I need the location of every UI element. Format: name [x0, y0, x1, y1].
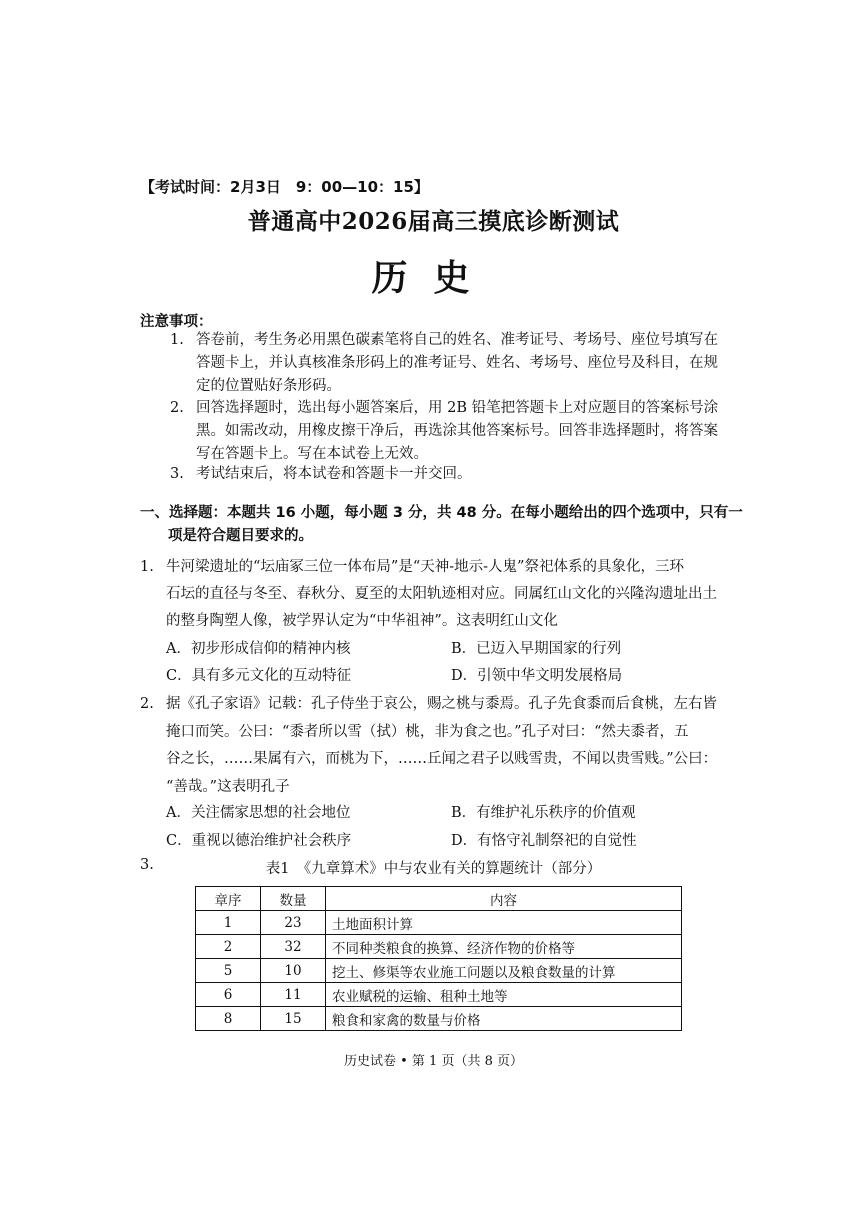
table-caption: 表1 《九章算术》中与农业有关的算题统计（部分） — [265, 861, 602, 877]
table-cell: 农业赋税的运输、租种土地等 — [326, 983, 682, 1007]
option-d: D．有恪守礼制祭祀的自觉性 — [451, 833, 637, 849]
column-header: 内容 — [326, 887, 682, 911]
notice-item — [170, 463, 472, 486]
notice-item-line: 定的位置贴好条形码。 — [196, 378, 341, 394]
option-a: A．初步形成信仰的精神内核 — [166, 641, 351, 657]
table-cell: 不同种类粮食的换算、经济作物的价格等 — [326, 935, 682, 959]
notice-item — [170, 329, 718, 398]
option-a: A．关注儒家思想的社会地位 — [166, 805, 351, 821]
notice-item-line: 答题卡上，并认真核准条形码上的准考证号、姓名、考场号、座位号及科目，在规 — [196, 355, 718, 371]
option-c: C．重视以德治维护社会秩序 — [166, 833, 352, 849]
question-line: 掩口而笑。公曰：“黍者所以雪（拭）桃，非为食之也。”孔子对曰：“然夫黍者，五 — [166, 723, 689, 740]
table-cell: 粮食和家禽的数量与价格 — [326, 1007, 682, 1031]
column-header: 章序 — [196, 887, 261, 911]
question-line: 石坛的直径与冬至、春秋分、夏至的太阳轨迹相对应。同属红山文化的兴隆沟遗址出土 — [166, 586, 717, 602]
table-row — [196, 983, 682, 1007]
notice-item-line: 考试结束后，将本试卷和答题卡一并交回。 — [196, 466, 472, 482]
question-stem — [140, 554, 717, 635]
notice-item-number: 1. — [170, 332, 184, 348]
question-number: 1. — [140, 559, 154, 575]
table-cell: 挖土、修渠等农业施工问题以及粮食数量的计算 — [326, 959, 682, 983]
table-cell: 32 — [261, 935, 326, 959]
table-cell: 2 — [196, 935, 261, 959]
table-cell: 8 — [196, 1007, 261, 1031]
table-row — [196, 1007, 682, 1031]
exam-time: 【考试时间：2月3日 9：00—10：15】 — [140, 178, 429, 196]
subject-title: 历史 — [371, 257, 496, 299]
option-b: B．已迈入早期国家的行列 — [451, 641, 622, 657]
question-number: 2. — [140, 696, 154, 712]
notice-item-number: 3. — [170, 466, 184, 482]
table-row — [196, 959, 682, 983]
section-heading-line: 一、选择题：本题共 16 小题，每小题 3 分，共 48 分。在每小题给出的四个选项中，只有一 — [140, 505, 743, 521]
page-footer: 历史试卷 • 第 1 页（共 8 页） — [343, 1054, 523, 1069]
notice-heading: 注意事项： — [140, 314, 213, 330]
section-heading — [140, 502, 743, 548]
question-line: “善哉。”这表明孔子 — [166, 778, 290, 795]
option-d: D．引领中华文明发展格局 — [451, 668, 623, 684]
table-cell: 11 — [261, 983, 326, 1007]
question-line: 的整身陶塑人像，被学界认定为“中华祖神”。这表明红山文化 — [166, 613, 558, 629]
table-row — [196, 935, 682, 959]
table-cell: 5 — [196, 959, 261, 983]
option-b: B．有维护礼乐秩序的价值观 — [451, 805, 636, 821]
column-header: 数量 — [261, 887, 326, 911]
exam-title: 普通高中2026届高三摸底诊断测试 — [247, 208, 620, 235]
table-cell: 23 — [261, 911, 326, 935]
notice-item-line: 写在答题卡上。写在本试卷上无效。 — [196, 446, 428, 462]
question-stem — [140, 691, 718, 801]
question-line: 牛河梁遗址的“坛庙冢三位一体布局”是“天神-地示-人鬼”祭祀体系的具象化，三环 — [166, 559, 684, 575]
table-header-row — [196, 887, 682, 911]
table-row — [196, 911, 682, 935]
table-cell: 1 — [196, 911, 261, 935]
section-heading-line: 项是符合题目要求的。 — [168, 528, 313, 544]
statistics-table — [195, 886, 682, 1031]
table-cell: 15 — [261, 1007, 326, 1031]
question-line: 谷之长，……果属有六，而桃为下，……丘闻之君子以贱雪贵，不闻以贵雪贱。”公曰： — [166, 751, 718, 767]
notice-item-number: 2. — [170, 400, 184, 416]
table-cell: 6 — [196, 983, 261, 1007]
notice-item-line: 黑。如需改动，用橡皮擦干净后，再选涂其他答案标号。回答非选择题时，将答案 — [196, 423, 718, 439]
question-number: 3. — [140, 857, 154, 873]
table-cell: 土地面积计算 — [326, 911, 682, 935]
notice-item-line: 答卷前，考生务必用黑色碳素笔将自己的姓名、准考证号、考场号、座位号填写在 — [196, 332, 718, 348]
table-cell: 10 — [261, 959, 326, 983]
notice-item-line: 回答选择题时，选出每小题答案后，用 2B 铅笔把答题卡上对应题目的答案标号涂 — [196, 400, 719, 416]
option-c: C．具有多元文化的互动特征 — [166, 668, 352, 684]
notice-item — [170, 397, 719, 466]
question-line: 据《孔子家语》记载：孔子侍坐于哀公，赐之桃与黍焉。孔子先食黍而后食桃，左右皆 — [166, 696, 717, 712]
